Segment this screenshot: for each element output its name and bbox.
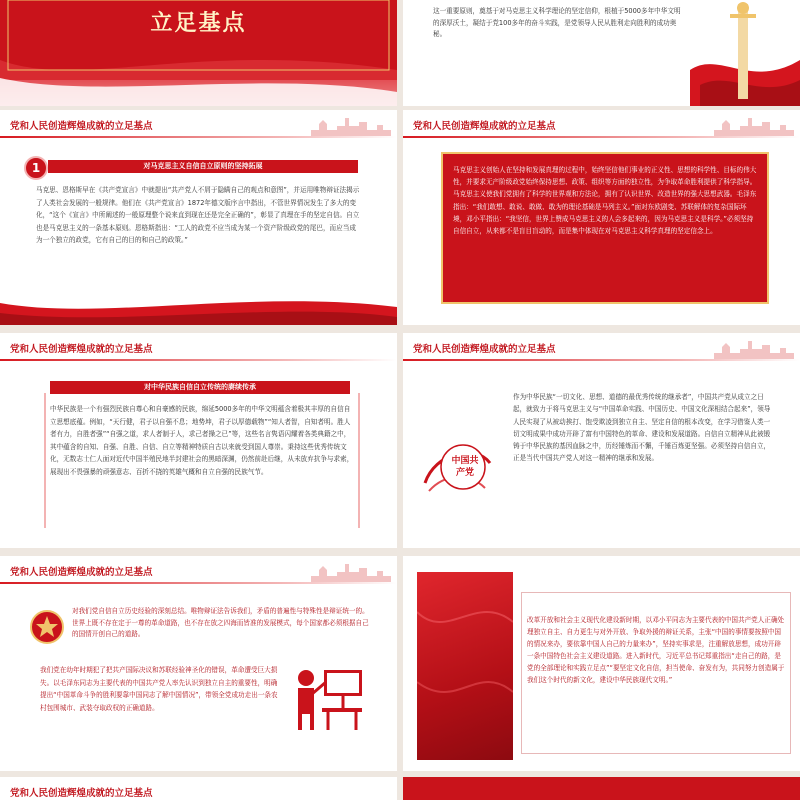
section-header: 党和人民创造辉煌成就的立足基点 <box>10 567 153 578</box>
cpc-badge-label: 中国共产党 <box>451 456 479 478</box>
star-emblem-icon <box>30 610 64 644</box>
body-text: 中华民族是一个有强烈民族自尊心和自豪感的民族，绵延5000多年的中华文明蕴含着极其丰厚的自信自立思想底蕴。例如，“天行健，君子以自强不息；地势坤，君子以厚德载物”“知人者智，自知者明。胜人者有力，自胜者强”“自强之道，求人者制于人，求己者操之已”等，这些名言隽语闪耀着各类典籍之中，其中蕴含的自知、自强、自胜、自信、自立等精神特质自古以来就受到国人尊崇。秉持这些优秀传统文化，无数志士仁人面对近代中国半殖民地半封建社会的黑暗深渊，仍然前赴后继，从未放弃抗争与求索，展现出不畏强暴的顽强意志、百折不挠的英雄气概和自立自强的民族气节。 <box>50 405 354 476</box>
slide-marxism-founders <box>403 110 800 325</box>
slide-intro <box>403 0 800 106</box>
body-text: 改革开放和社会主义现代化建设新时期，以邓小平同志为主要代表的中国共产党人正确处理独立自主、自力更生与对外开放、争取外援的辩证关系，主张“中国的事情要按照中国的情况来办，要依靠中国人自己的力量来办”，坚持实事求是，注重解放思想，成功开辟一条中国特色社会主义建设道路。进入新时代，习近平总书记郑重指出“走自己的路，是党的全部理论和实践立足点”“要坚定文化自信，担当使命、奋发有为，共同努力创造属于我们这个时代的新文化，建设中华民族现代文明。” <box>527 616 785 684</box>
section-header: 党和人民创造辉煌成就的立足基点 <box>413 121 556 132</box>
left-accent <box>44 393 46 528</box>
subtitle-bar <box>50 381 350 394</box>
slide-reform-era <box>403 556 800 771</box>
slide-chinese-tradition <box>0 333 397 548</box>
subtitle-bar <box>48 160 358 173</box>
huabiao-illustration <box>690 0 800 106</box>
red-silk-texture <box>417 572 513 760</box>
section-header: 党和人民创造辉煌成就的立足基点 <box>413 344 556 355</box>
body-text: 马克思、恩格斯早在《共产党宣言》中就提出“共产党人不屑于隐瞒自己的观点和意图”，并运用唯物辩证法揭示了人类社会发展的一般规律。他们在《共产党宣言》1872年德文版序言中指出，不管世界情况发生了多大的变化，“这个《宣言》中所阐述的一般原理整个说来直到现在还是完全正确的”，彰显了真理在手的坚定自信。自立也是马克思主义的一条基本原则。恩格斯指出：“工人的政党不应当成为某一个资产阶级政党的尾巴，而应当成为一个独立的政党，它有自己的目的和自己的政策。” <box>36 186 360 244</box>
subtitle-text: 对马克思主义自信自立原则的坚持拓展 <box>143 162 263 170</box>
intro-text: 这一重要原则，奠基于对马克思主义科学理论的坚定信仰，根植于5000多年中华文明的深厚沃土，凝结于党100多年的奋斗实践，是党领导人民从胜利走向胜利的成功奥秘。 <box>433 7 681 38</box>
slide-historical-experience <box>0 556 397 771</box>
body-text: 作为中华民族“一切文化、思想、道德的最优秀传统的继承者”，中国共产党从成立之日起，就致力于将马克思主义与“中国革命实践、中国历史、中国文化深相结合起来”，领导人民实现了从被动挨打、饱受欺凌到独立自主、坚定自信的根本改变，在学习借鉴人类一切文明成果中成功开辟了富有中国特色的革命、建设和发展道路。自信自立精神从此被锻铸于中华民族的基因血脉之中，历经锤炼而不懈，千锤百炼更坚强。必须坚持自信自立，正是当代中国共产党人对这一精神的继承和发展。 <box>513 393 771 463</box>
slide-next-partial-red <box>403 777 800 800</box>
header-divider <box>403 359 800 361</box>
presentation-icon <box>292 664 364 732</box>
header-divider <box>0 582 397 584</box>
slide-title <box>0 0 397 106</box>
skyline-decoration <box>311 560 391 582</box>
page-title: 立足基点 <box>150 11 247 36</box>
number-badge <box>24 156 48 180</box>
header-divider <box>0 359 397 361</box>
skyline-decoration <box>714 114 794 136</box>
body-text-2: 我们党在幼年时期犯了把共产国际决议和苏联经验神圣化的错误，革命遭受巨大损失。以毛泽东同志为主要代表的中国共产党人率先认识到独立自主的重要性，明确提出“中国革命斗争的胜利要靠中国同志了解中国情况”，带领全党成功走出一条农村包围城市、武装夺取政权的正确道路。 <box>40 666 278 712</box>
body-text: 马克思主义创始人在坚持和发展真理的过程中，始终坚信他们事业的正义性、思想的科学性、目标的伟大性，并要求无产阶级政党始终保持思想、政策、组织等方面的独立性，为争取革命胜利提供了科学指导。马克思主义使我们党拥有了科学的世界观和方法论，拥有了认识世界、改造世界的强大思想武器。毛泽东指出：“我们敢想、敢说、敢做、敢为的理论基础是马列主义。”面对东欧剧变、苏联解体的复杂国际环境，邓小平指出：“我坚信，世界上赞成马克思主义的人会多起来的，因为马克思主义是科学。”必须坚持自信自立，从来都不是盲目盲动的，而是集中体现在对马克思主义科学真理的坚定信念上。 <box>453 166 757 236</box>
header-divider <box>403 136 800 138</box>
header-divider <box>0 136 397 138</box>
right-accent <box>358 393 360 528</box>
skyline-decoration <box>714 337 794 359</box>
section-header: 党和人民创造辉煌成就的立足基点 <box>10 121 153 132</box>
slide-marxism-principle <box>0 110 397 325</box>
section-header: 党和人民创造辉煌成就的立足基点 <box>10 344 153 355</box>
section-header: 党和人民创造辉煌成就的立足基点 <box>10 788 153 799</box>
subtitle-text: 对中华民族自信自立传统的赓续传承 <box>144 383 256 391</box>
slide-next-partial <box>0 777 397 800</box>
red-text-box <box>441 152 769 304</box>
number-label: 1 <box>31 161 41 175</box>
slide-cpc-inheritance <box>403 333 800 548</box>
skyline-decoration <box>311 114 391 136</box>
body-text-1: 对我们党自信自立历史经验的深刻总结。唯物辩证法告诉我们，矛盾的普遍性与特殊性是辩证统一的。世界上既不存在定于一尊的革命道路，也不存在放之四海而皆准的发展模式，每个国家都必须根据自己的国情开创自己的道路。 <box>72 607 369 638</box>
red-wave-decoration <box>0 285 397 325</box>
